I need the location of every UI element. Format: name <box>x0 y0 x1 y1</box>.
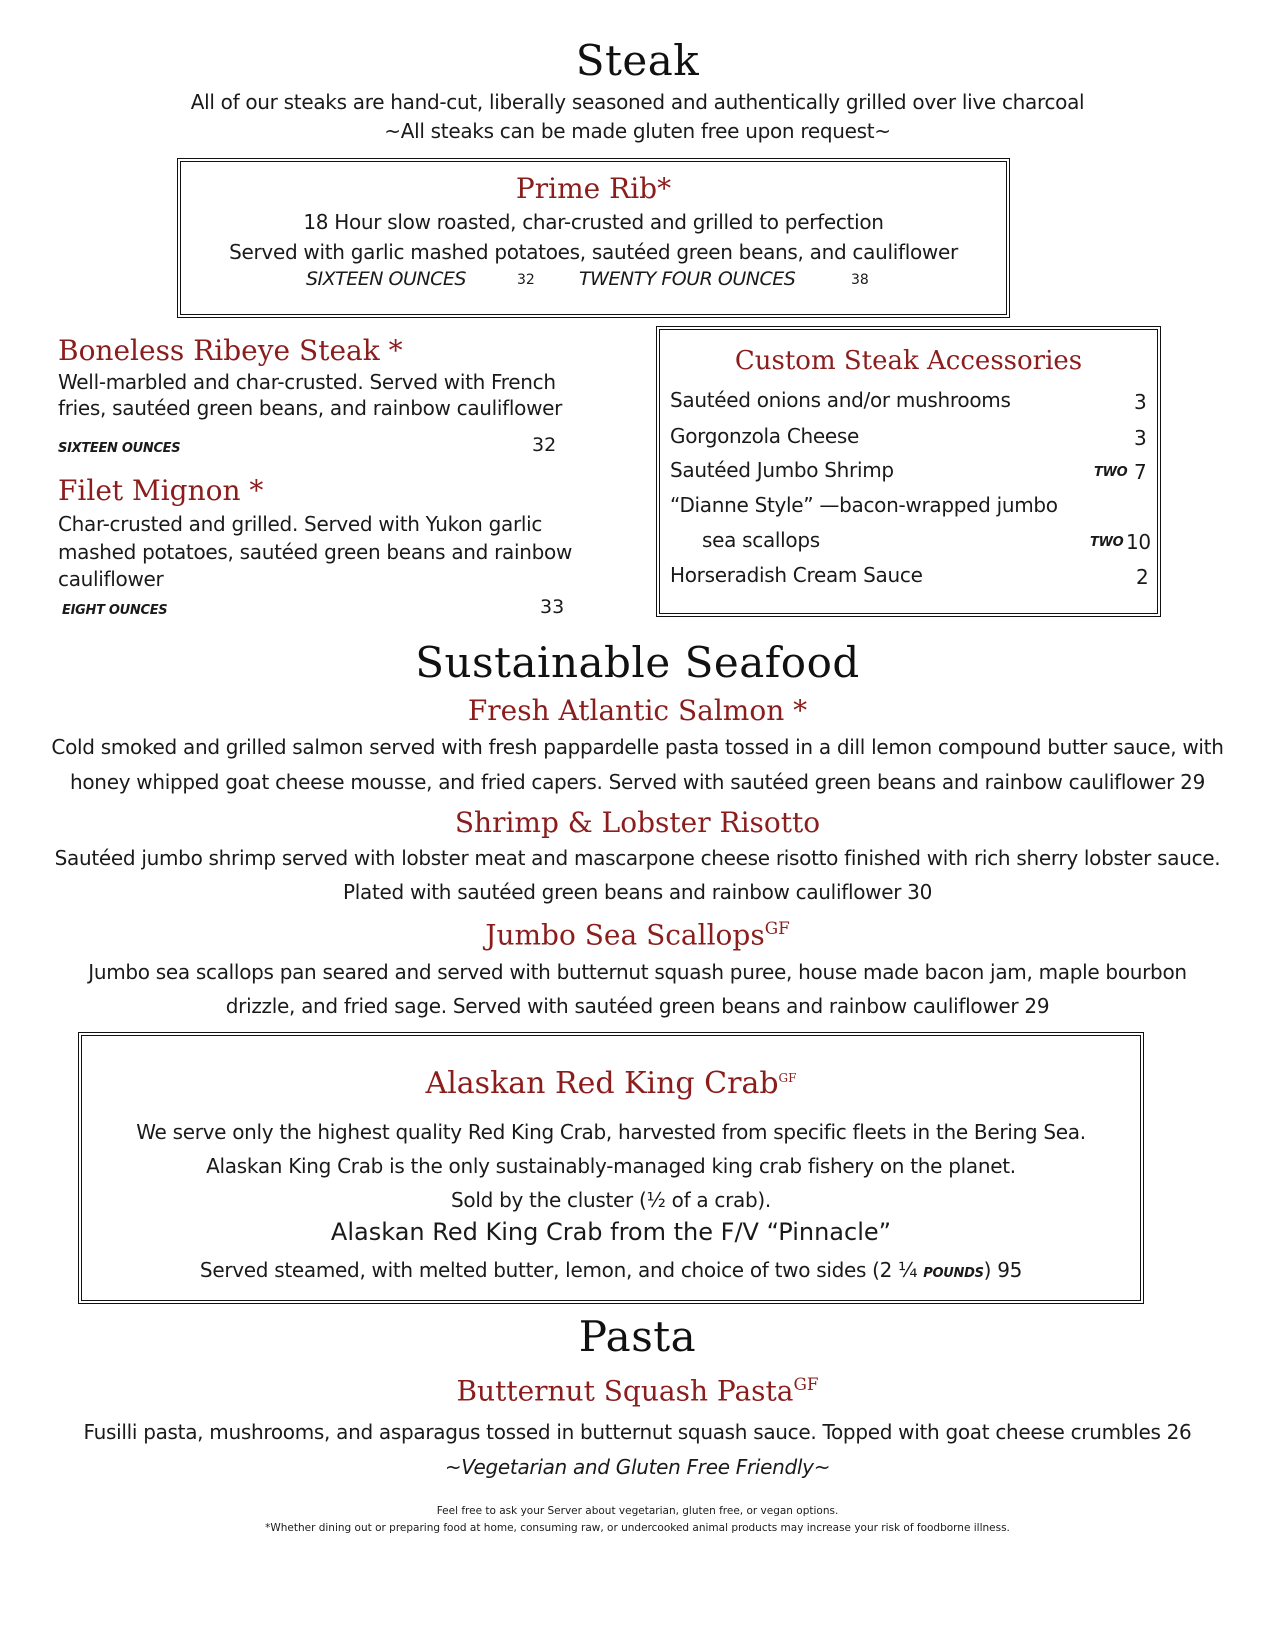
footer-health-warning: *Whether dining out or preparing food at home, consuming raw, or undercooked animal products may increase your risk of foodborne illness. <box>265 1522 1010 1534</box>
salmon-title: Fresh Atlantic Salmon * <box>467 694 808 727</box>
filet-price: 33 <box>540 596 565 618</box>
crab-price: ) 95 <box>983 1258 1023 1282</box>
accessory-price: 3 <box>1134 426 1147 450</box>
steak-gluten-note: ~All steaks can be made gluten free upon request~ <box>384 119 891 143</box>
salmon-line1: Cold smoked and grilled salmon served with fresh pappardelle pasta tossed in a dill lemon compound butter sauce, with <box>51 735 1224 759</box>
accessory-qty: TWO <box>1090 535 1124 550</box>
scallops-line1: Jumbo sea scallops pan seared and served with butternut squash puree, house made bacon jam, maple bourbon <box>88 960 1187 984</box>
crab-line1: We serve only the highest quality Red King Crab, harvested from specific fleets in the Bering Sea. <box>136 1120 1086 1144</box>
filet-title: Filet Mignon * <box>58 474 264 507</box>
accessories-box <box>656 326 1161 617</box>
filet-line3: cauliflower <box>58 567 164 591</box>
gluten-free-tag: GF <box>793 1374 819 1394</box>
butternut-line1: Fusilli pasta, mushrooms, and asparagus tossed in butternut squash sauce. Topped with goat cheese crumbles 26 <box>83 1420 1192 1444</box>
filet-size: EIGHT OUNCES <box>62 603 168 618</box>
ribeye-title: Boneless Ribeye Steak * <box>58 334 403 367</box>
crab-title <box>82 1066 1140 1101</box>
filet-line2: mashed potatoes, sautéed green beans and rainbow <box>58 540 573 564</box>
accessory-name: Gorgonzola Cheese <box>670 424 859 448</box>
prime-rib-title: Prime Rib* <box>515 172 672 205</box>
ribeye-size: SIXTEEN OUNCES <box>58 441 181 456</box>
prime-rib-line2: Served with garlic mashed potatoes, sautéed green beans, and cauliflower <box>229 240 958 264</box>
steak-intro: All of our steaks are hand-cut, liberally seasoned and authentically grilled over live charcoal <box>190 90 1085 114</box>
accessory-price: 10 <box>1126 530 1151 554</box>
butternut-title <box>0 1374 1275 1407</box>
prime-rib-box <box>177 158 1010 318</box>
risotto-title: Shrimp & Lobster Risotto <box>454 806 821 839</box>
crab-line2: Alaskan King Crab is the only sustainably-managed king crab fishery on the planet. <box>206 1154 1016 1178</box>
pasta-heading: Pasta <box>578 1312 697 1361</box>
accessory-name: sea scallops <box>702 528 820 552</box>
accessory-name: Horseradish Cream Sauce <box>670 563 923 587</box>
steak-heading: Steak <box>575 36 700 85</box>
filet-line1: Char-crusted and grilled. Served with Yukon garlic <box>58 512 543 536</box>
ribeye-price: 32 <box>532 434 557 456</box>
prime-rib-line1: 18 Hour slow roasted, char-crusted and grilled to perfection <box>303 210 884 234</box>
gluten-free-tag: GF <box>778 1071 797 1085</box>
accessory-name: Sautéed onions and/or mushrooms <box>670 388 1011 412</box>
butternut-note: ~Vegetarian and Gluten Free Friendly~ <box>444 1455 831 1479</box>
crab-line3: Sold by the cluster (½ of a crab). <box>451 1188 771 1212</box>
risotto-line2: Plated with sautéed green beans and rainbow cauliflower 30 <box>342 880 933 904</box>
crab-pounds: POUNDS <box>923 1266 984 1281</box>
accessory-price: 3 <box>1134 390 1147 414</box>
king-crab-box <box>78 1032 1144 1304</box>
accessory-name: Sautéed Jumbo Shrimp <box>670 458 894 482</box>
scallops-title <box>0 918 1275 951</box>
accessory-price: 2 <box>1136 565 1149 589</box>
accessory-price: 7 <box>1134 460 1147 484</box>
crab-line4: Alaskan Red King Crab from the F/V “Pinnacle” <box>330 1218 892 1246</box>
scallops-line2: drizzle, and fried sage. Served with sautéed green beans and rainbow cauliflower 29 <box>225 994 1050 1018</box>
accessory-qty: TWO <box>1094 465 1128 480</box>
ribeye-line2: fries, sautéed green beans, and rainbow cauliflower <box>58 396 563 420</box>
accessories-title: Custom Steak Accessories <box>734 346 1083 376</box>
seafood-heading: Sustainable Seafood <box>415 638 860 687</box>
gluten-free-tag: GF <box>764 918 790 938</box>
prime-rib-price2: 38 <box>851 272 869 288</box>
scallops-title-text: Jumbo Sea Scallops <box>485 918 765 952</box>
butternut-title-text: Butternut Squash Pasta <box>456 1374 794 1408</box>
prime-rib-size1: SIXTEEN OUNCES <box>306 268 466 290</box>
crab-title-text: Alaskan Red King Crab <box>425 1066 779 1101</box>
ribeye-line1: Well-marbled and char-crusted. Served with French <box>58 370 556 394</box>
salmon-line2: honey whipped goat cheese mousse, and fried capers. Served with sautéed green beans and rainbow cauliflower 29 <box>70 770 1205 794</box>
crab-line5 <box>82 1258 1140 1282</box>
crab-serve-text: Served steamed, with melted butter, lemon, and choice of two sides (2 ¼ <box>199 1258 918 1282</box>
risotto-line1: Sautéed jumbo shrimp served with lobster meat and mascarpone cheese risotto finished with rich sherry lobster sauce. <box>54 846 1221 870</box>
footer-options-note: Feel free to ask your Server about vegetarian, gluten free, or vegan options. <box>436 1505 839 1517</box>
prime-rib-size2: TWENTY FOUR OUNCES <box>579 268 796 290</box>
prime-rib-price1: 32 <box>517 272 535 288</box>
accessory-name: “Dianne Style” —bacon-wrapped jumbo <box>670 493 1058 517</box>
